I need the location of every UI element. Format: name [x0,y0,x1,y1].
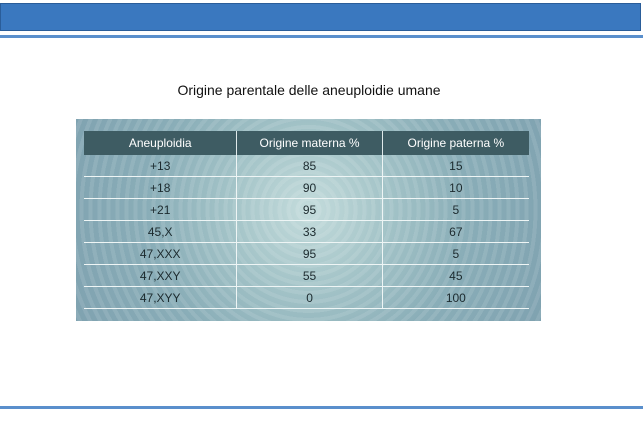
column-header-origine-paterna: Origine paterna % [382,131,529,155]
table-header-row [84,131,529,155]
table-row [84,177,529,199]
cell-origine-materna: 0 [237,287,382,309]
column-header-origine-materna: Origine materna % [237,131,382,155]
bottom-divider [0,406,643,409]
column-header-aneuploidia: Aneuploidia [84,131,237,155]
cell-aneuploidia: +18 [84,177,237,199]
cell-aneuploidia: +13 [84,155,237,177]
table-panel [76,119,541,321]
cell-aneuploidia: +21 [84,199,237,221]
cell-origine-paterna: 5 [382,199,529,221]
cell-aneuploidia: 47,XXY [84,265,237,287]
cell-aneuploidia: 47,XXX [84,243,237,265]
cell-origine-materna: 85 [237,155,382,177]
cell-origine-materna: 95 [237,243,382,265]
top-divider [0,35,643,38]
cell-origine-materna: 33 [237,221,382,243]
header-bar [0,3,641,31]
cell-origine-materna: 90 [237,177,382,199]
cell-aneuploidia: 47,XYY [84,287,237,309]
cell-origine-materna: 55 [237,265,382,287]
table-row [84,221,529,243]
table-row [84,287,529,309]
cell-origine-paterna: 67 [382,221,529,243]
table-row [84,155,529,177]
aneuploidy-table [84,131,529,309]
cell-origine-paterna: 100 [382,287,529,309]
table-row [84,243,529,265]
cell-aneuploidia: 45,X [84,221,237,243]
table-row [84,265,529,287]
table-row [84,199,529,221]
cell-origine-paterna: 45 [382,265,529,287]
cell-origine-paterna: 5 [382,243,529,265]
cell-origine-paterna: 10 [382,177,529,199]
cell-origine-materna: 95 [237,199,382,221]
slide-title: Origine parentale delle aneuploidie umane [177,82,441,98]
cell-origine-paterna: 15 [382,155,529,177]
